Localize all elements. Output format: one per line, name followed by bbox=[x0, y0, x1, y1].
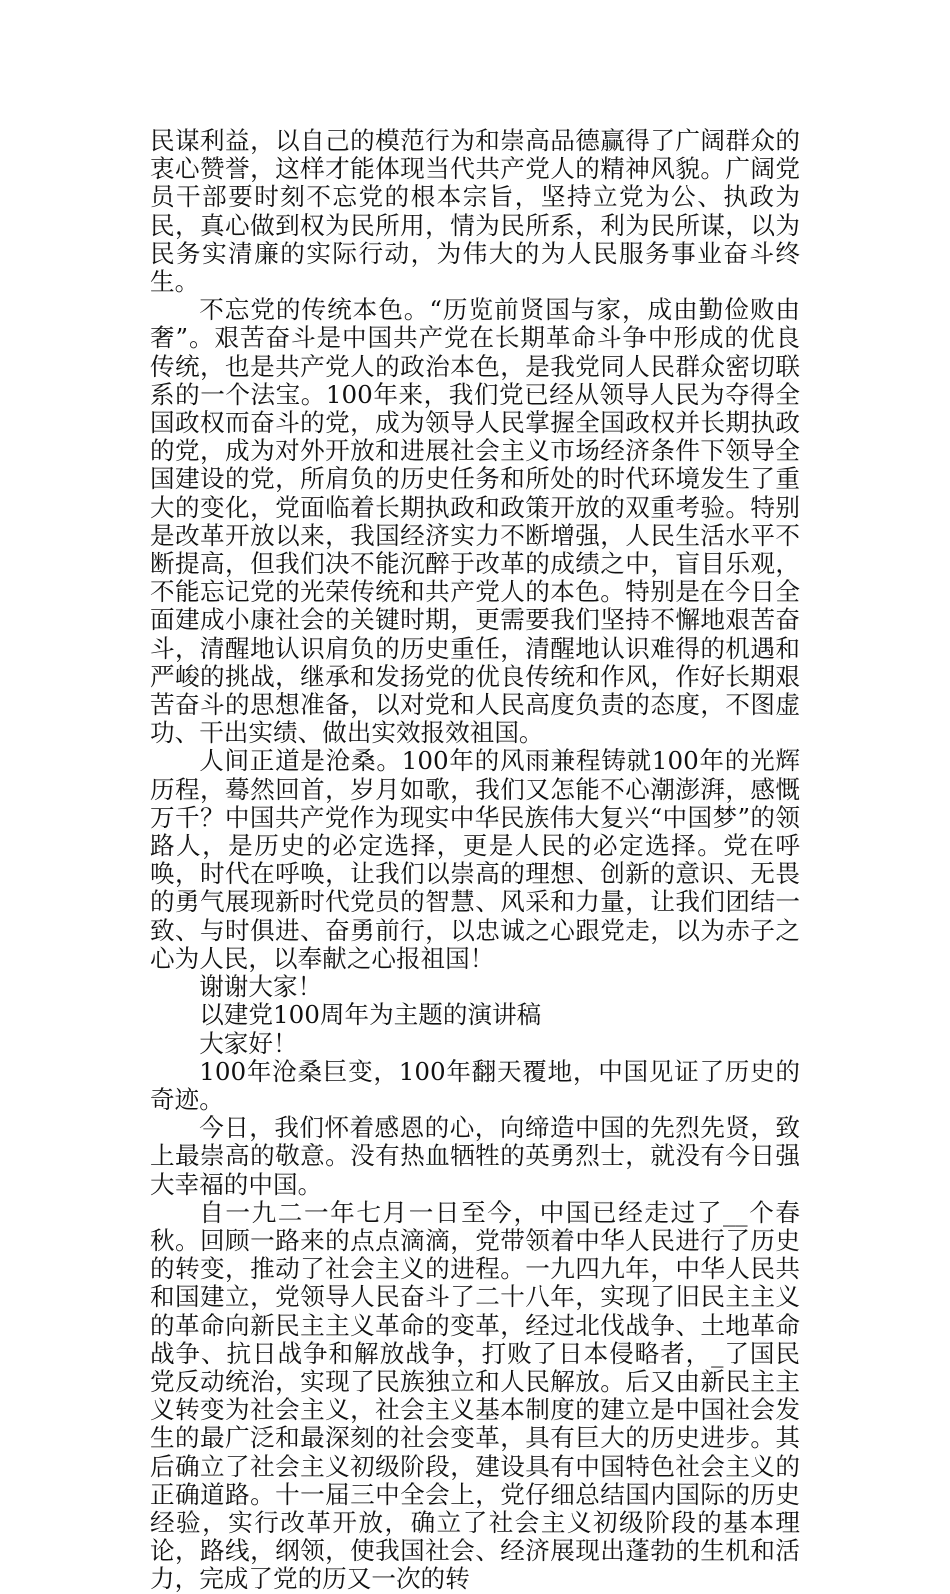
paragraph-greeting: 大家好！ bbox=[199, 1028, 298, 1058]
paragraph-8: 今日，我们怀着感恩的心，向缔造中国的先烈先贤，致上最崇高的敬意。没有热血牺牲的英勇烈士，就没有今日强大幸福的中国。 bbox=[150, 1113, 800, 1199]
section-title: 以建党100周年为主题的演讲稿 bbox=[199, 1000, 542, 1030]
paragraph-7: 100年沧桑巨变，100年翻天覆地，中国见证了历史的奇迹。 bbox=[150, 1056, 800, 1114]
paragraph-2: 不忘党的传统本色。“历览前贤国与家，成由勤俭败由奢”。艰苦奋斗是中国共产党在长期革命斗争中形成的优良传统，也是共产党人的政治本色，是我党同人民群众密切联系的一个法宝。100年来，我们党已经从领导人民为夺得全国政权而奋斗的党，成为领导人民掌握全国政权并长期执政的党，成为对外开放和进展社会主义市场经济条件下领导全国建设的党，所肩负的历史任务和所处的时代环境发生了重大的变化，党面临着长期执政和政策开放的双重考验。特别是改革开放以来，我国经济实力不断增强，人民生活水平不断提高，但我们决不能沉醉于改革的成绩之中，盲目乐观，不能忘记党的光荣传统和共产党人的本色。特别是在今日全面建成小康社会的关键时期，更需要我们坚持不懈地艰苦奋斗，清醒地认识肩负的历史重任，清醒地认识难得的机遇和严峻的挑战，继承和发扬党的优良传统和作风，作好长期艰苦奋斗的思想准备，以对党和人民高度负责的态度，不图虚功、干出实绩、做出实效报效祖国。 bbox=[150, 295, 800, 748]
paragraph-1: 民谋利益，以自己的模范行为和崇高品德赢得了广阔群众的衷心赞誉，这样才能体现当代共产党人的精神风貌。广阔党员干部要时刻不忘党的根本宗旨，坚持立党为公、执政为民，真心做到权为民所用，情为民所系，利为民所谋，以为民务实清廉的实际行动，为伟大的为人民服务事业奋斗终生。 bbox=[150, 126, 800, 297]
paragraph-3: 人间正道是沧桑。100年的风雨兼程铸就100年的光辉历程，蓦然回首，岁月如歌，我们又怎能不心潮澎湃，感慨万千？中国共产党作为现实中华民族伟大复兴“中国梦”的领路人，是历史的必定选择，更是人民的必定选择。党在呼唤，时代在呼唤，让我们以崇高的理想、创新的意识、无畏的勇气展现新时代党员的智慧、风采和力量，让我们团结一致、与时俱进、奋勇前行，以忠诚之心跟党走，以为赤子之心为人民，以奉献之心报祖国！ bbox=[150, 746, 800, 973]
paragraph-9: 自一九二一年七月一日至今，中国已经走过了__个春秋。回顾一路来的点点滴滴，党带领着中华人民进行了历史的转变，推动了社会主义的进程。一九四九年，中华人民共和国建立，党领导人民奋斗了二十八年，实现了旧民主主义的革命向新民主主义革命的变革，经过北伐战争、土地革命战争、抗日战争和解放战争，打败了日本侵略者，_了国民党反动统治，实现了民族独立和人民解放。后又由新民主主义转变为社会主义，社会主义基本制度的建立是中国社会发生的最广泛和最深刻的社会变革，具有巨大的历史进步。其后确立了社会主义初级阶段，建设具有中国特色社会主义的正确道路。十一届三中全会上，党仔细总结国内国际的历史经验，实行改革开放，确立了社会主义初级阶段的基本理论，路线，纲领，使我国社会、经济展现出蓬勃的生机和活力，完成了党的历又一次的转 bbox=[150, 1197, 800, 1594]
paragraph-thanks: 谢谢大家！ bbox=[199, 972, 323, 1002]
